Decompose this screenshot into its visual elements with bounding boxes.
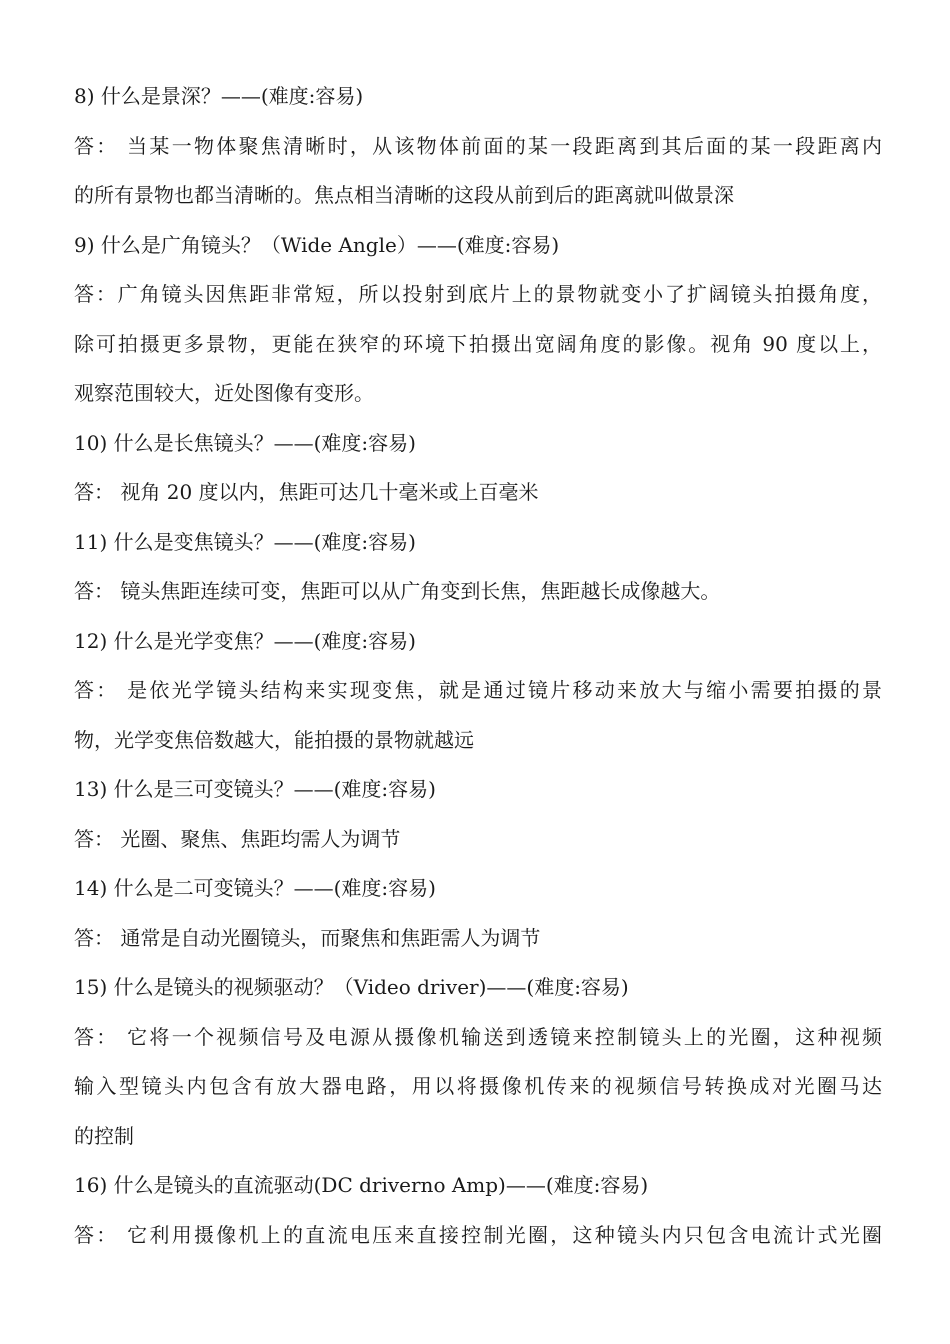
document-page — [74, 82, 882, 1270]
question-11: 11) 什么是变焦镜头？——(难度:容易) — [74, 529, 416, 554]
question-15: 15) 什么是镜头的视频驱动？（Video driver)——(难度:容易) — [74, 975, 629, 999]
answer-12-line-2: 物，光学变焦倍数越大，能拍摄的景物就越远 — [74, 727, 474, 752]
question-9: 9) 什么是广角镜头？（Wide Angle）——(难度:容易) — [74, 232, 560, 257]
answer-14-line-1: 答： 通常是自动光圈镜头，而聚焦和焦距需人为调节 — [74, 925, 541, 950]
answer-13-line-1: 答： 光圈、聚焦、焦距均需人为调节 — [74, 826, 401, 851]
question-10: 10) 什么是长焦镜头？——(难度:容易) — [74, 430, 416, 455]
answer-16-line-1: 答： 它利用摄像机上的直流电压来直接控制光圈，这种镜头内只包含电流计式光圈 — [74, 1222, 882, 1247]
answer-15-line-3: 的控制 — [74, 1123, 134, 1148]
answer-12-line-1: 答： 是依光学镜头结构来实现变焦，就是通过镜片移动来放大与缩小需要拍摄的景 — [74, 678, 882, 702]
answer-11-line-1: 答： 镜头焦距连续可变，焦距可以从广角变到长焦，焦距越长成像越大。 — [74, 579, 721, 603]
question-8: 8) 什么是景深？——(难度:容易) — [74, 84, 364, 108]
question-14: 14) 什么是二可变镜头？——(难度:容易) — [74, 876, 436, 900]
answer-8-line-2: 的所有景物也都当清晰的。焦点相当清晰的这段从前到后的距离就叫做景深 — [74, 183, 734, 207]
answer-10-line-1: 答： 视角 20 度以内，焦距可达几十毫米或上百毫米 — [74, 480, 539, 504]
answer-9-line-2: 除可拍摄更多景物，更能在狭窄的环境下拍摄出宽阔角度的影像。视角 90 度以上， — [74, 331, 882, 356]
question-12: 12) 什么是光学变焦？——(难度:容易) — [74, 628, 416, 653]
answer-9-line-1: 答：广角镜头因焦距非常短，所以投射到底片上的景物就变小了扩阔镜头拍摄角度， — [74, 282, 882, 306]
answer-9-line-3: 观察范围较大，近处图像有变形。 — [74, 381, 374, 405]
answer-15-line-1: 答： 它将一个视频信号及电源从摄像机输送到透镜来控制镜头上的光圈，这种视频 — [74, 1024, 882, 1049]
question-13: 13) 什么是三可变镜头？——(难度:容易) — [74, 777, 436, 801]
answer-15-line-2: 输入型镜头内包含有放大器电路，用以将摄像机传来的视频信号转换成对光圈马达 — [74, 1074, 882, 1098]
question-16: 16) 什么是镜头的直流驱动(DC driverno Amp)——(难度:容易) — [74, 1173, 649, 1197]
answer-8-line-1: 答： 当某一物体聚焦清晰时，从该物体前面的某一段距离到其后面的某一段距离内 — [74, 133, 882, 158]
